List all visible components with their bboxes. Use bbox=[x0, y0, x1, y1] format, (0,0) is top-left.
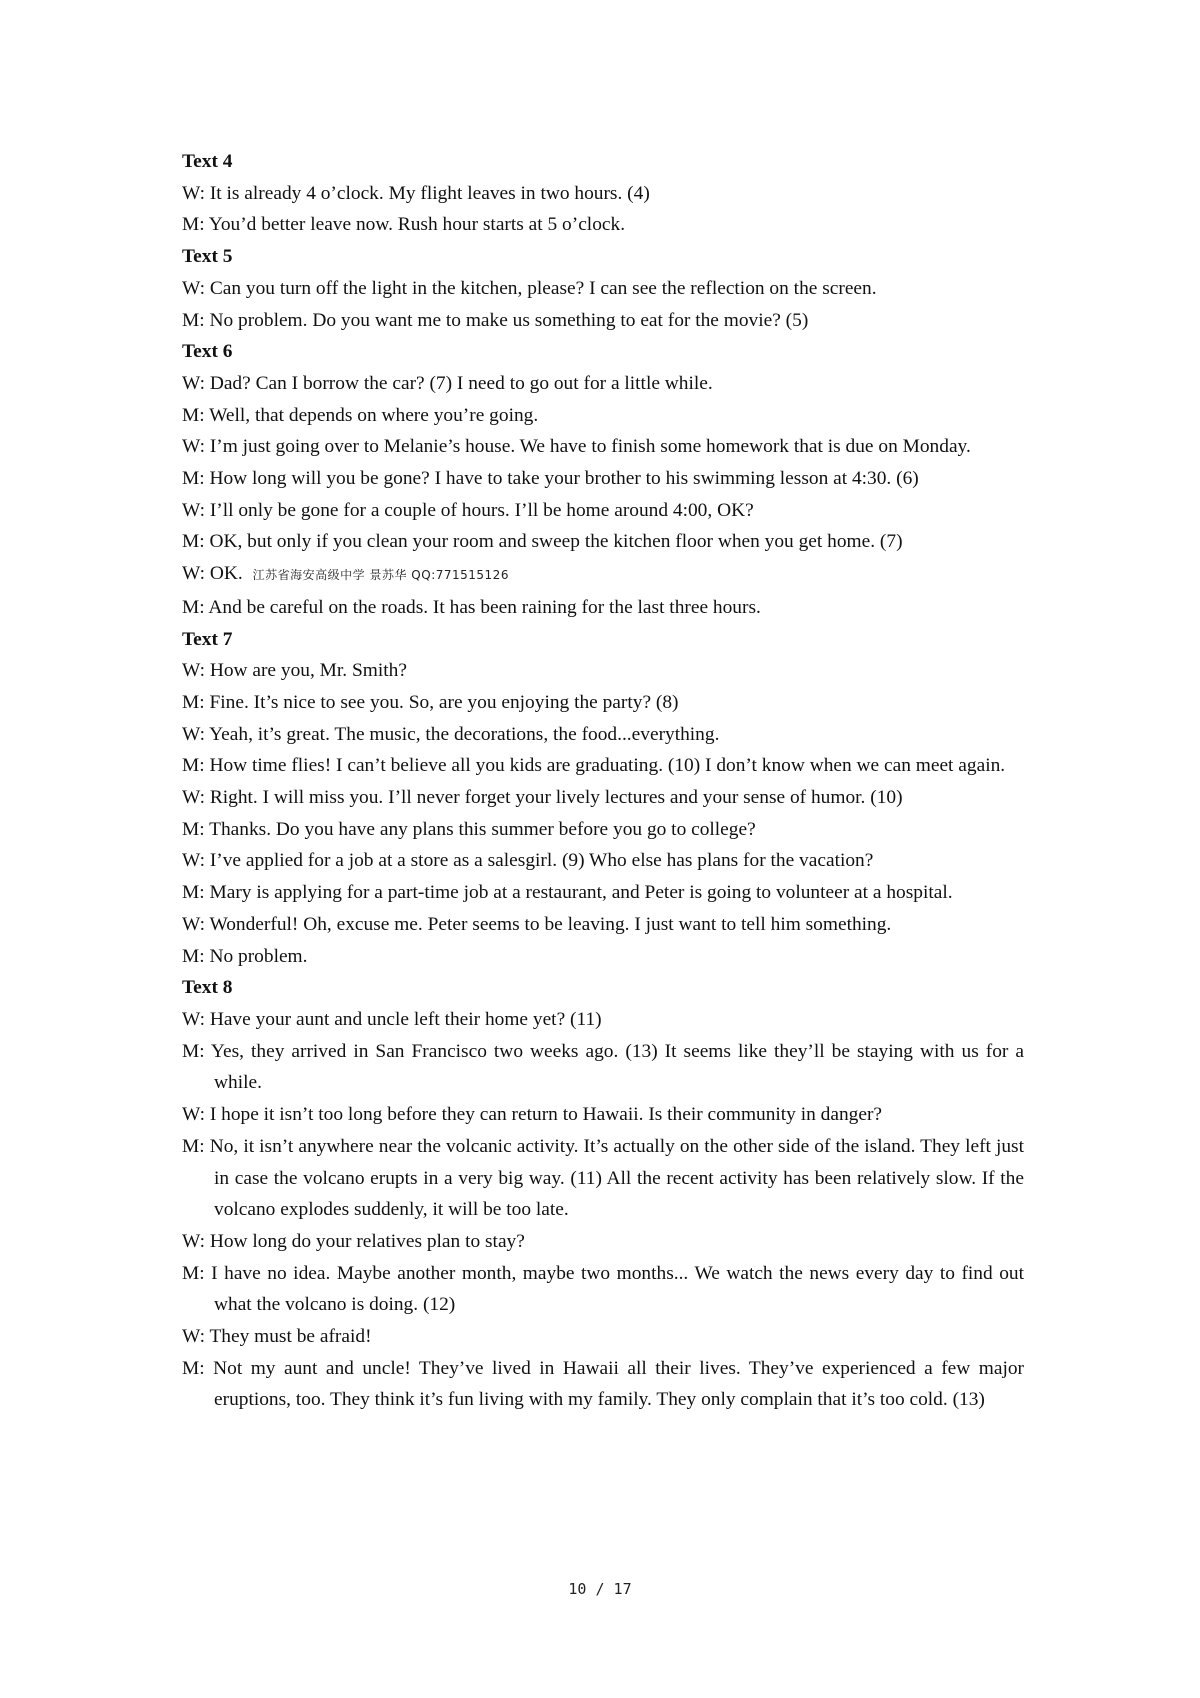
dialogue-line: W: Have your aunt and uncle left their home yet? (11) bbox=[182, 1008, 602, 1030]
dialogue-line: M: Mary is applying for a part-time job at a restaurant, and Peter is going to volunteer at a hospital. bbox=[182, 882, 953, 904]
dialogue-line: M: How long will you be gone? I have to take your brother to his swimming lesson at 4:30. (6) bbox=[182, 468, 919, 490]
dialogue-line: W: I hope it isn’t too long before they can return to Hawaii. Is their community in danger? bbox=[182, 1104, 883, 1126]
dialogue-line: M: No problem. Do you want me to make us something to eat for the movie? (5) bbox=[182, 309, 809, 331]
dialogue-line: M: No, it isn’t anywhere near the volcanic activity. It’s actually on the other side of the island. They left just in case the volcano erupts in a very big way. (11) All the recent activity has been relatively slow. If the volcano explodes suddenly, it will be too late. bbox=[182, 1135, 1024, 1221]
dialogue-line: W: Right. I will miss you. I’ll never forget your lively lectures and your sense of humor. (10) bbox=[182, 787, 903, 809]
dialogue-line: W: They must be afraid! bbox=[182, 1326, 372, 1348]
document-body bbox=[182, 146, 1024, 1416]
dialogue-line: W: Wonderful! Oh, excuse me. Peter seems to be leaving. I just want to tell him something. bbox=[182, 913, 892, 935]
dialogue-line: W: Can you turn off the light in the kitchen, please? I can see the reflection on the screen. bbox=[182, 277, 877, 299]
section-heading: Text 8 bbox=[182, 977, 233, 999]
dialogue-line: M: OK, but only if you clean your room and sweep the kitchen floor when you get home. (7) bbox=[182, 531, 903, 553]
dialogue-text: W: OK. bbox=[182, 563, 243, 585]
section-heading: Text 5 bbox=[182, 246, 233, 268]
dialogue-line: M: I have no idea. Maybe another month, maybe two months... We watch the news every day to find out what the volcano is doing. (12) bbox=[182, 1262, 1024, 1316]
dialogue-line: M: You’d better leave now. Rush hour starts at 5 o’clock. bbox=[182, 214, 626, 236]
dialogue-line: M: Not my aunt and uncle! They’ve lived in Hawaii all their lives. They’ve experienced a few major eruptions, too. They think it’s fun living with my family. They only complain that it’s too cold. (13) bbox=[182, 1357, 1024, 1411]
dialogue-line: M: How time flies! I can’t believe all you kids are graduating. (10) I don’t know when we can meet again. bbox=[182, 755, 1006, 777]
dialogue-line: W: Yeah, it’s great. The music, the decorations, the food...everything. bbox=[182, 723, 720, 745]
section-heading: Text 6 bbox=[182, 341, 233, 363]
dialogue-line: W: I’ll only be gone for a couple of hours. I’ll be home around 4:00, OK? bbox=[182, 499, 754, 521]
dialogue-line: W: How long do your relatives plan to stay? bbox=[182, 1230, 525, 1252]
dialogue-line-with-stamp bbox=[182, 558, 1024, 592]
dialogue-line: W: I’ve applied for a job at a store as a salesgirl. (9) Who else has plans for the vacation? bbox=[182, 850, 874, 872]
section-heading: Text 4 bbox=[182, 151, 233, 172]
dialogue-line: W: I’m just going over to Melanie’s house. We have to finish some homework that is due on Monday. bbox=[182, 436, 971, 458]
dialogue-line: M: No problem. bbox=[182, 945, 308, 967]
page-number: 10 / 17 bbox=[568, 1580, 632, 1598]
section-heading: Text 7 bbox=[182, 628, 233, 650]
dialogue-line: M: Yes, they arrived in San Francisco two weeks ago. (13) It seems like they’ll be staying with us for a while. bbox=[182, 1040, 1024, 1094]
dialogue-line: M: Thanks. Do you have any plans this summer before you go to college? bbox=[182, 818, 756, 840]
dialogue-line: M: Well, that depends on where you’re going. bbox=[182, 404, 539, 426]
dialogue-line: W: It is already 4 o’clock. My flight leaves in two hours. (4) bbox=[182, 182, 650, 204]
dialogue-line: M: Fine. It’s nice to see you. So, are you enjoying the party? (8) bbox=[182, 691, 679, 713]
author-stamp: 江苏省海安高级中学 景苏华 QQ:771515126 bbox=[252, 568, 509, 583]
dialogue-line: W: How are you, Mr. Smith? bbox=[182, 660, 407, 682]
dialogue-line: W: Dad? Can I borrow the car? (7) I need to go out for a little while. bbox=[182, 372, 713, 394]
dialogue-line: M: And be careful on the roads. It has been raining for the last three hours. bbox=[182, 596, 761, 618]
